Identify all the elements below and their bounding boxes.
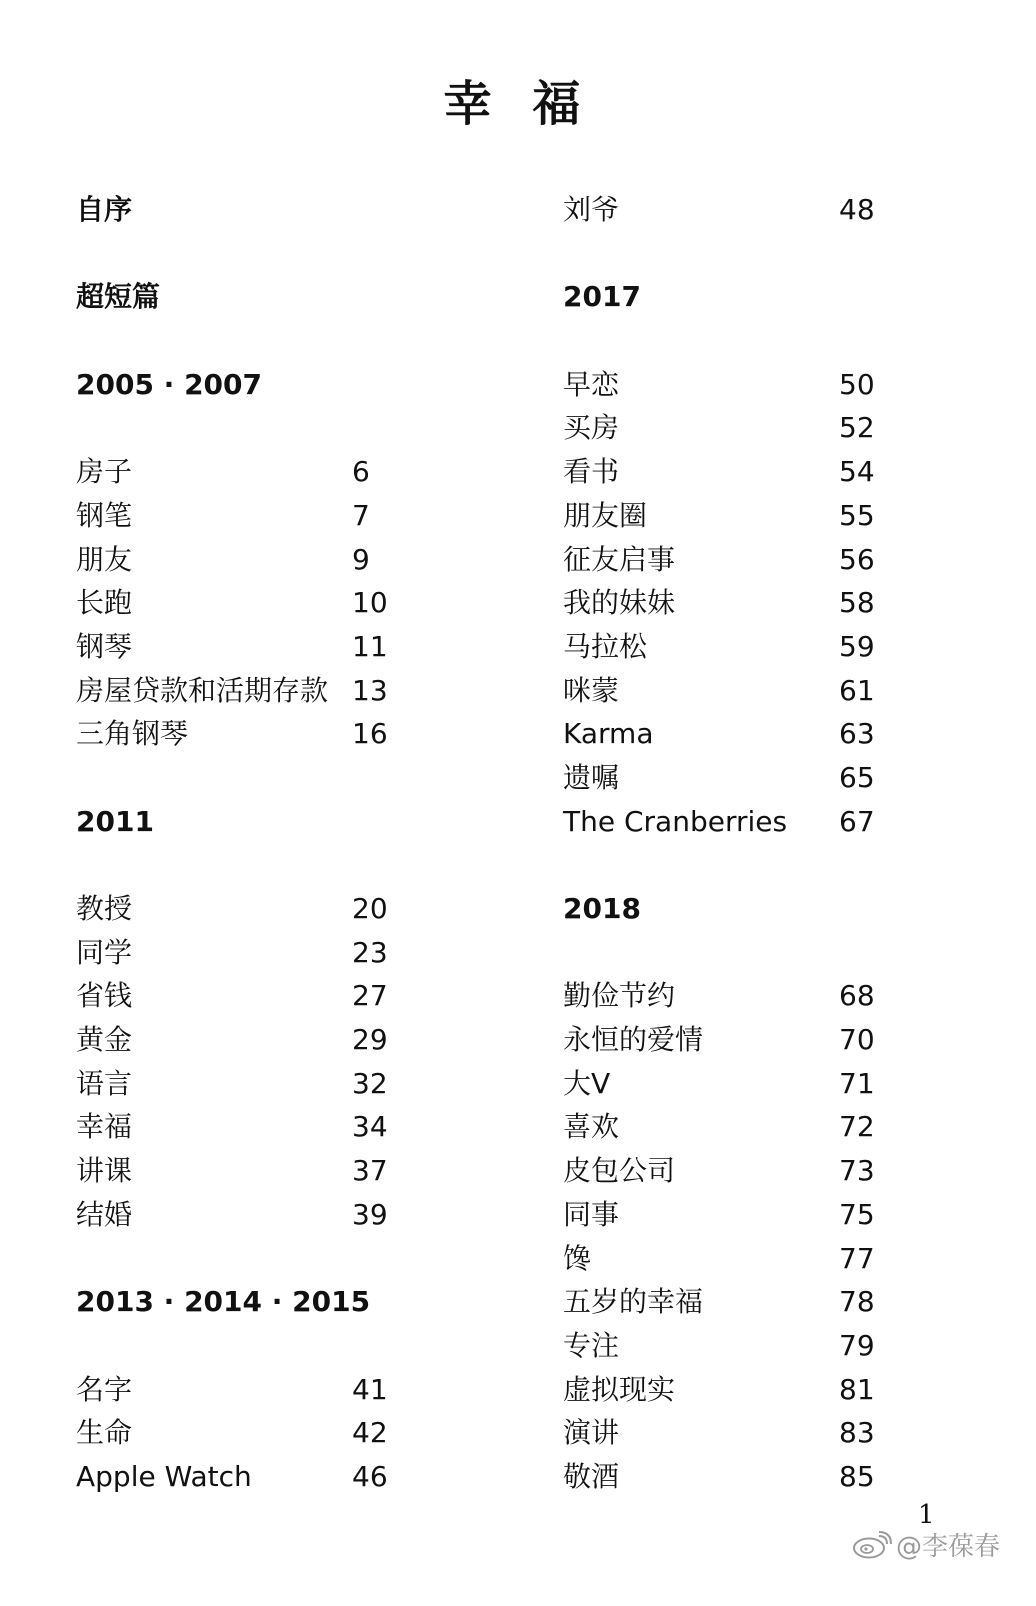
toc-entry bbox=[563, 669, 923, 713]
toc-entry bbox=[76, 494, 456, 538]
toc-entry-title: 我的妹妹 bbox=[563, 586, 676, 620]
toc-entry bbox=[76, 625, 456, 669]
toc-entry-page: 52 bbox=[839, 411, 875, 445]
toc-entry-page: 77 bbox=[839, 1241, 875, 1275]
toc-entry bbox=[563, 1411, 923, 1455]
toc-entry-page: 65 bbox=[839, 760, 875, 794]
toc-entry-title: 房子 bbox=[76, 455, 133, 489]
spacer bbox=[76, 406, 456, 450]
toc-entry-title: 喜欢 bbox=[563, 1110, 620, 1144]
toc-left-column bbox=[76, 188, 456, 1499]
section-heading bbox=[76, 363, 456, 407]
toc-entry-title: 早恋 bbox=[563, 367, 620, 401]
toc-entry-title: 讲课 bbox=[76, 1154, 133, 1188]
toc-entry-title: 演讲 bbox=[563, 1416, 620, 1450]
toc-entry-title: The Cranberries bbox=[563, 804, 788, 838]
toc-entry-page: 37 bbox=[352, 1154, 388, 1188]
toc-entry-title: 朋友圈 bbox=[563, 498, 648, 532]
toc-entry-page: 16 bbox=[352, 717, 388, 751]
toc-entry-page: 75 bbox=[839, 1197, 875, 1231]
section-heading-text: 2018 bbox=[563, 892, 641, 925]
toc-entry bbox=[76, 712, 456, 756]
toc-entry-page: 39 bbox=[352, 1197, 388, 1231]
toc-entry bbox=[76, 538, 456, 582]
section-heading-text: 2013 · 2014 · 2015 bbox=[76, 1285, 371, 1319]
toc-entry bbox=[563, 581, 923, 625]
toc-entry bbox=[563, 974, 923, 1018]
spacer bbox=[563, 319, 923, 363]
toc-entry-page: 63 bbox=[839, 717, 875, 751]
spacer bbox=[76, 1324, 456, 1368]
spacer bbox=[563, 931, 923, 975]
toc-entry bbox=[563, 1455, 923, 1499]
page-number: 1 bbox=[918, 1500, 935, 1530]
toc-entry bbox=[76, 1368, 456, 1412]
toc-entry bbox=[563, 756, 923, 800]
toc-entry-title: 钢笔 bbox=[76, 498, 133, 532]
toc-entry-title: 教授 bbox=[76, 892, 133, 925]
toc-entry-page: 10 bbox=[352, 586, 388, 620]
toc-entry-page: 6 bbox=[352, 455, 370, 489]
toc-entry-title: 同事 bbox=[563, 1197, 620, 1231]
toc-entry-page: 79 bbox=[839, 1328, 875, 1362]
toc-entry-page: 9 bbox=[352, 542, 370, 576]
toc-entry-page: 61 bbox=[839, 673, 875, 707]
toc-entry-page: 48 bbox=[839, 193, 875, 226]
toc-entry-page: 70 bbox=[839, 1023, 875, 1057]
toc-entry bbox=[76, 1411, 456, 1455]
toc-entry-title: Apple Watch bbox=[76, 1459, 252, 1493]
toc-entry-page: 73 bbox=[839, 1154, 875, 1188]
toc-entry-page: 81 bbox=[839, 1372, 875, 1406]
toc-entry bbox=[76, 1149, 456, 1193]
toc-entry-title: 刘爷 bbox=[563, 193, 620, 226]
toc-entry-title: 结婚 bbox=[76, 1197, 133, 1231]
toc-entry bbox=[563, 625, 923, 669]
toc-entry-title: 长跑 bbox=[76, 586, 133, 620]
spacer bbox=[563, 232, 923, 276]
toc-entry bbox=[563, 450, 923, 494]
weibo-icon bbox=[852, 1531, 892, 1559]
toc-entry-page: 68 bbox=[839, 979, 875, 1013]
toc-entry bbox=[76, 931, 456, 975]
section-heading-text: 2005 · 2007 bbox=[76, 367, 262, 401]
toc-entry bbox=[563, 1062, 923, 1106]
toc-entry-title: 房屋贷款和活期存款 bbox=[76, 673, 329, 707]
toc-entry bbox=[563, 494, 923, 538]
toc-entry-page: 42 bbox=[352, 1416, 388, 1450]
toc-entry bbox=[563, 800, 923, 844]
toc-entry bbox=[76, 669, 456, 713]
toc-entry bbox=[563, 188, 923, 232]
toc-entry-page: 32 bbox=[352, 1066, 388, 1100]
spacer bbox=[76, 843, 456, 887]
toc-entry-title: 钢琴 bbox=[76, 629, 133, 663]
toc-entry-title: 看书 bbox=[563, 455, 620, 489]
spacer bbox=[563, 843, 923, 887]
toc-entry-title: 省钱 bbox=[76, 979, 133, 1013]
toc-entry-page: 27 bbox=[352, 979, 388, 1013]
toc-entry-title: 五岁的幸福 bbox=[563, 1285, 704, 1319]
section-heading bbox=[563, 275, 923, 319]
toc-entry bbox=[563, 1280, 923, 1324]
toc-entry bbox=[563, 363, 923, 407]
toc-entry-page: 54 bbox=[839, 455, 875, 489]
toc-entry bbox=[76, 887, 456, 931]
toc-entry-title: 咪蒙 bbox=[563, 673, 620, 707]
toc-entry-page: 67 bbox=[839, 804, 875, 838]
toc-entry-title: 黄金 bbox=[76, 1023, 133, 1057]
toc-entry-title: 三角钢琴 bbox=[76, 717, 189, 751]
toc-entry-page: 7 bbox=[352, 498, 370, 532]
toc-entry-title: 大V bbox=[563, 1066, 611, 1100]
toc-entry-title: 遗嘱 bbox=[563, 760, 620, 794]
toc-entry bbox=[563, 1018, 923, 1062]
section-heading bbox=[76, 1280, 456, 1324]
toc-entry-page: 34 bbox=[352, 1110, 388, 1144]
section-heading-text: 自序 bbox=[76, 193, 133, 226]
toc-entry-title: 敬酒 bbox=[563, 1459, 620, 1493]
toc-entry-page: 58 bbox=[839, 586, 875, 620]
toc-entry bbox=[76, 974, 456, 1018]
toc-entry-title: 永恒的爱情 bbox=[563, 1023, 704, 1057]
toc-entry-page: 72 bbox=[839, 1110, 875, 1144]
toc-entry-page: 23 bbox=[352, 935, 388, 969]
toc-entry-title: 勤俭节约 bbox=[563, 979, 676, 1013]
section-heading-text: 2011 bbox=[76, 804, 154, 838]
document-title: 幸 福 bbox=[443, 76, 593, 132]
toc-entry-page: 29 bbox=[352, 1023, 388, 1057]
toc-entry-page: 13 bbox=[352, 673, 388, 707]
toc-entry bbox=[563, 1324, 923, 1368]
toc-entry-title: 名字 bbox=[76, 1372, 133, 1406]
toc-entry bbox=[76, 1455, 456, 1499]
spacer bbox=[76, 232, 456, 276]
toc-entry-page: 46 bbox=[352, 1459, 388, 1493]
toc-entry-page: 55 bbox=[839, 498, 875, 532]
toc-entry bbox=[76, 1018, 456, 1062]
section-heading bbox=[76, 275, 456, 319]
toc-entry-page: 83 bbox=[839, 1416, 875, 1450]
section-heading bbox=[76, 188, 456, 232]
toc-entry-title: 语言 bbox=[76, 1066, 133, 1100]
watermark-text: @李葆春 bbox=[896, 1532, 1001, 1562]
toc-entry bbox=[563, 1368, 923, 1412]
section-heading bbox=[563, 887, 923, 931]
toc-entry-page: 56 bbox=[839, 542, 875, 576]
toc-entry bbox=[76, 450, 456, 494]
toc-entry-page: 85 bbox=[839, 1459, 875, 1493]
toc-entry-title: 马拉松 bbox=[563, 629, 648, 663]
toc-entry bbox=[76, 1105, 456, 1149]
toc-entry bbox=[563, 1105, 923, 1149]
toc-entry-page: 71 bbox=[839, 1066, 875, 1100]
toc-entry-title: 同学 bbox=[76, 935, 133, 969]
toc-entry-title: 征友启事 bbox=[563, 542, 676, 576]
toc-entry bbox=[76, 1062, 456, 1106]
section-heading-text: 2017 bbox=[563, 280, 641, 314]
toc-entry-page: 59 bbox=[839, 629, 875, 663]
toc-right-column bbox=[563, 188, 923, 1499]
toc-entry-page: 20 bbox=[352, 892, 388, 925]
spacer bbox=[76, 1237, 456, 1281]
toc-entry-title: 生命 bbox=[76, 1416, 133, 1450]
toc-entry bbox=[76, 1193, 456, 1237]
toc-entry-title: 专注 bbox=[563, 1328, 620, 1362]
toc-entry-page: 50 bbox=[839, 367, 875, 401]
toc-entry bbox=[563, 1149, 923, 1193]
toc-entry-page: 11 bbox=[352, 629, 388, 663]
section-heading-text: 超短篇 bbox=[76, 280, 161, 314]
toc-entry-title: 幸福 bbox=[76, 1110, 133, 1144]
watermark bbox=[852, 1526, 1000, 1563]
toc-entry-title: 买房 bbox=[563, 411, 620, 445]
toc-entry-title: 皮包公司 bbox=[563, 1154, 676, 1188]
toc-entry bbox=[563, 538, 923, 582]
toc-entry-title: 朋友 bbox=[76, 542, 133, 576]
toc-entry bbox=[563, 1237, 923, 1281]
toc-entry bbox=[563, 712, 923, 756]
toc-entry-title: 馋 bbox=[563, 1241, 592, 1275]
toc-entry-page: 41 bbox=[352, 1372, 388, 1406]
toc-entry-title: 虚拟现实 bbox=[563, 1372, 676, 1406]
spacer bbox=[76, 756, 456, 800]
toc-entry-title: Karma bbox=[563, 717, 654, 751]
toc-entry-page: 78 bbox=[839, 1285, 875, 1319]
spacer bbox=[76, 319, 456, 363]
section-heading bbox=[76, 800, 456, 844]
toc-entry bbox=[563, 406, 923, 450]
toc-entry bbox=[76, 581, 456, 625]
toc-entry bbox=[563, 1193, 923, 1237]
